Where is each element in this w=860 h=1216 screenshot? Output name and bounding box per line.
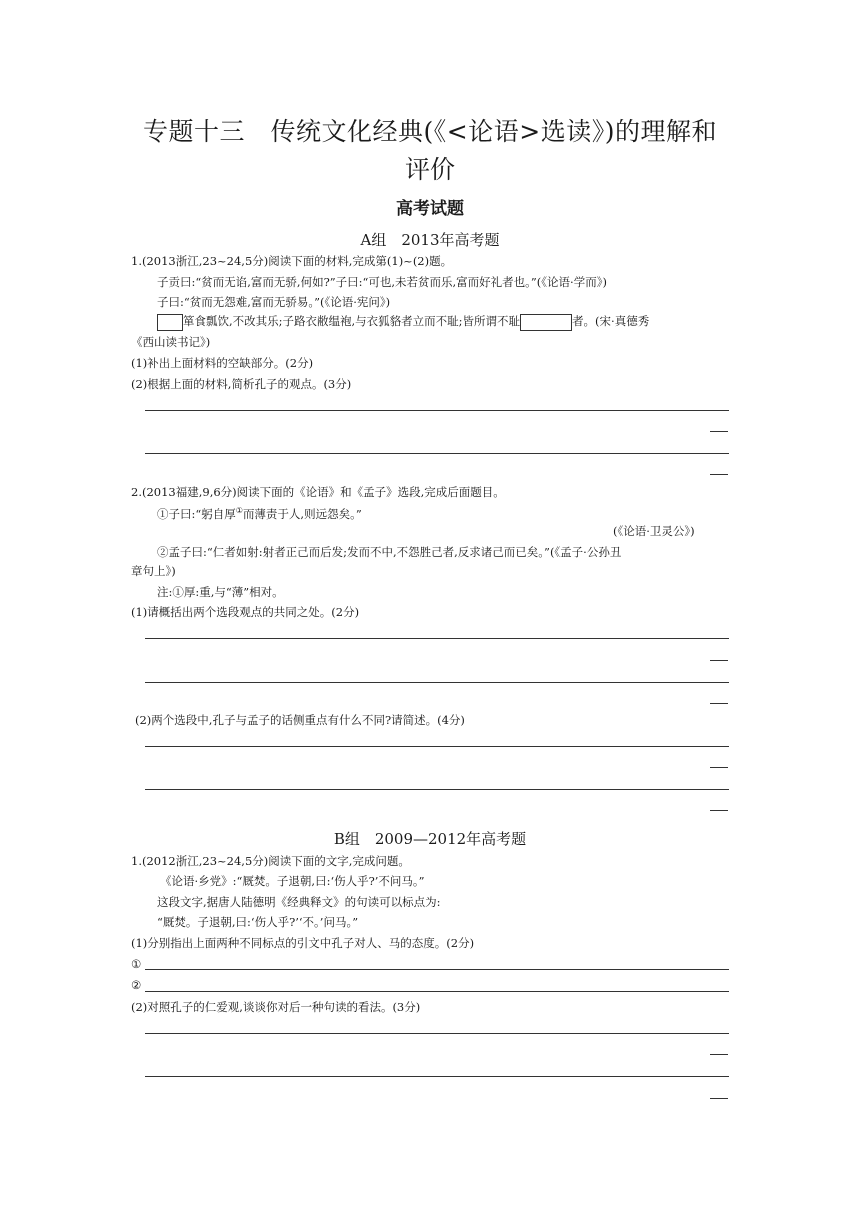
fill-blank-box-2[interactable] [520, 314, 572, 331]
answer-line[interactable] [145, 1033, 729, 1034]
a-q2-note: 注:①厚:重,与“薄”相对。 [157, 585, 284, 599]
answer-line-end [710, 660, 728, 661]
section-heading: 高考试题 [396, 199, 464, 219]
a-q2-p1-source: (《论语·卫灵公》) [613, 524, 695, 538]
a-q2-p1-text-a: ①子曰:“躬自厚 [157, 506, 236, 521]
answer-line[interactable] [145, 789, 729, 790]
b-q1-p3: “厩焚。子退朝,曰:‘伤人乎?’‘不。’问马。” [157, 915, 359, 929]
answer-line[interactable] [145, 410, 729, 411]
a-q1-p3-text-b: 者。(宋·真德秀 [572, 314, 650, 328]
a-q1-p3-source: 《西山读书记》) [131, 335, 211, 349]
answer-line[interactable] [145, 746, 729, 747]
page-title-line1: 专题十三 传统文化经典(《<论语>选读》)的理解和 [143, 117, 717, 146]
answer-line-end [710, 474, 728, 475]
answer-line-end [710, 431, 728, 432]
a-q2-intro: 2.(2013福建,9,6分)阅读下面的《论语》和《孟子》选段,完成后面题目。 [131, 485, 505, 499]
a-q2-sub1: (1)请概括出两个选段观点的共同之处。(2分) [131, 605, 360, 619]
answer-line-end [710, 767, 728, 768]
a-q1-p3-text-a: 箪食瓢饮,不改其乐;子路衣敝缊袍,与衣狐貉者立而不耻;皆所谓不耻 [183, 314, 521, 328]
b-q1-intro: 1.(2012浙江,23~24,5分)阅读下面的文字,完成问题。 [131, 854, 410, 868]
a-q2-sub2: (2)两个选段中,孔子与孟子的话侧重点有什么不同?请简述。(4分) [135, 713, 465, 727]
answer-line-end [710, 810, 728, 811]
a-q2-p2-source: 章句上》) [131, 564, 176, 578]
a-q1-p2: 子曰:“贫而无怨难,富而无骄易。”(《论语·宪问》) [157, 295, 391, 309]
b-q1-sub2: (2)对照孔子的仁爱观,谈谈你对后一种句读的看法。(3分) [131, 1000, 421, 1014]
b-q1-p1: 《论语·乡党》:“厩焚。子退朝,曰:‘伤人乎?’不问马。” [160, 874, 425, 888]
fill-blank-box-1[interactable] [157, 314, 183, 331]
group-b-heading: B组 2009—2012年高考题 [333, 830, 527, 848]
b-q1-p2: 这段文字,据唐人陆德明《经典释文》的句读可以标点为: [157, 895, 441, 909]
answer-line-1[interactable] [145, 969, 729, 970]
footnote-marker: ① [235, 506, 243, 515]
a-q1-p3 [157, 313, 649, 331]
answer-line-2[interactable] [145, 991, 729, 992]
a-q1-intro: 1.(2013浙江,23~24,5分)阅读下面的材料,完成第(1)~(2)题。 [131, 254, 453, 268]
answer-line[interactable] [145, 453, 729, 454]
a-q2-p1-text-b: 而薄责于人,则远怨矣。” [242, 506, 362, 521]
answer-mark-2: ② [131, 978, 142, 992]
answer-line[interactable] [145, 638, 729, 639]
page-title-line2: 评价 [404, 155, 455, 184]
answer-line[interactable] [145, 682, 729, 683]
answer-line-end [710, 1098, 728, 1099]
answer-line-end [710, 703, 728, 704]
group-a-heading: A组 2013年高考题 [360, 231, 500, 249]
a-q1-p1: 子贡曰:“贫而无谄,富而无骄,何如?”子曰:“可也,未若贫而乐,富而好礼者也。”(《论语·学而》) [157, 275, 607, 289]
answer-line-end [710, 1054, 728, 1055]
a-q2-p1 [157, 503, 362, 522]
a-q1-sub1: (1)补出上面材料的空缺部分。(2分) [131, 356, 314, 370]
a-q1-sub2: (2)根据上面的材料,简析孔子的观点。(3分) [131, 377, 352, 391]
a-q2-p2: ②孟子曰:“仁者如射:射者正己而后发;发而不中,不怨胜己者,反求诸己而已矣。”(《孟子·公孙丑 [157, 545, 622, 559]
answer-line[interactable] [145, 1076, 729, 1077]
answer-mark-1: ① [131, 957, 142, 971]
b-q1-sub1: (1)分别指出上面两种不同标点的引文中孔子对人、马的态度。(2分) [131, 936, 475, 950]
